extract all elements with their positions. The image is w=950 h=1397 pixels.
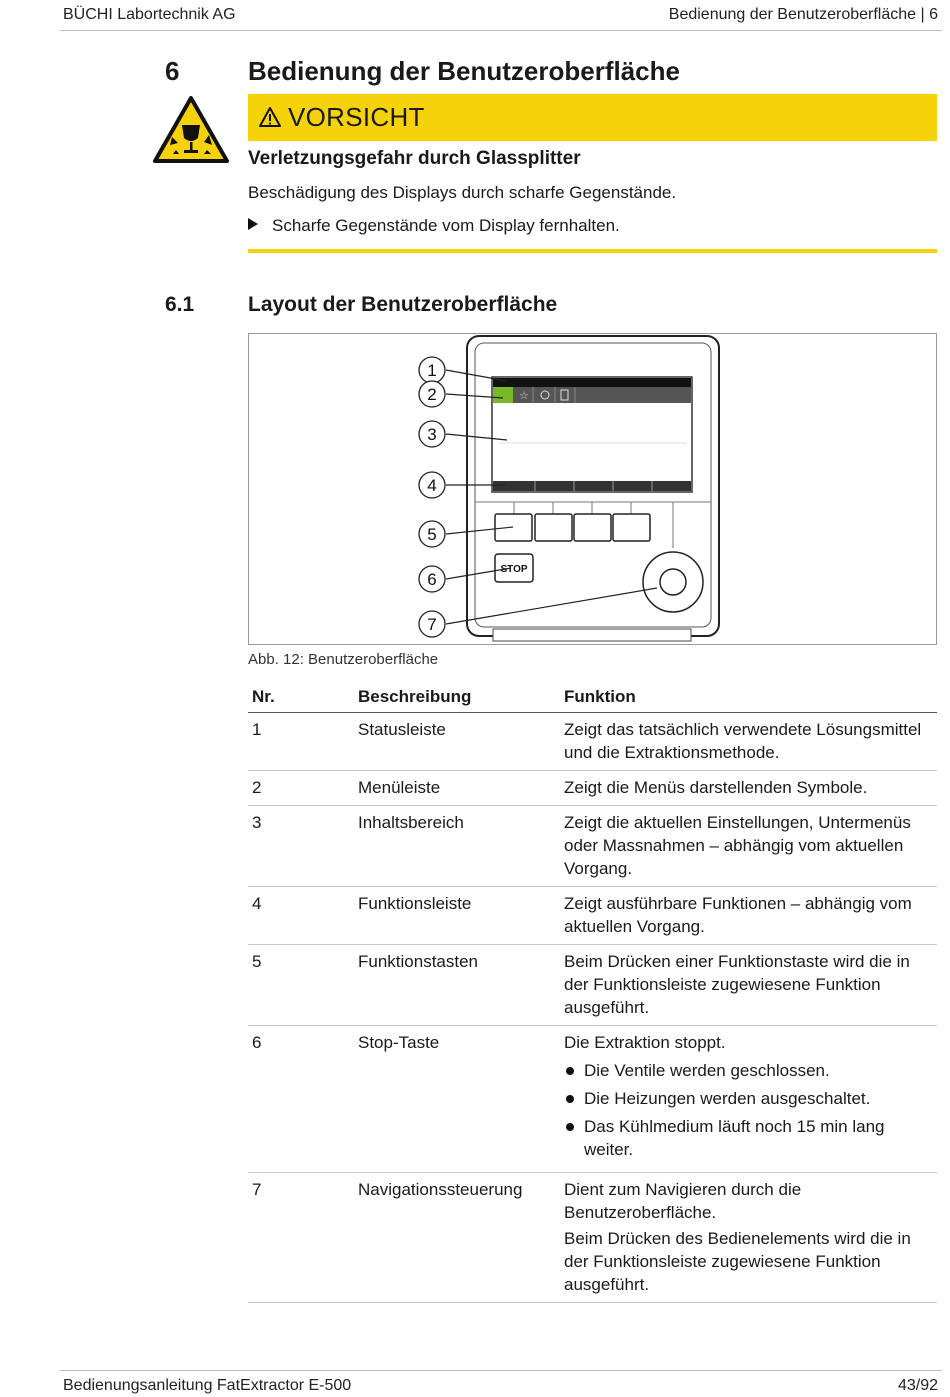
table-row <box>248 945 937 1026</box>
header-section: Bedienung der Benutzeroberfläche | 6 <box>668 6 938 23</box>
column-header-nr: Nr. <box>248 682 354 713</box>
callout-label: 6 <box>427 570 437 589</box>
callout-label: 3 <box>427 425 437 444</box>
row-function: Zeigt die aktuellen Einstellungen, Untermenüs oder Massnahmen – abhängig vom aktuellen Vorgang. <box>560 806 937 887</box>
callout-1 <box>419 357 445 383</box>
table-header-row <box>248 682 937 713</box>
row-number: 1 <box>248 713 354 771</box>
section-title: Layout der Benutzeroberfläche <box>248 293 558 316</box>
callout-6 <box>419 566 445 592</box>
callout-label: 7 <box>427 615 437 634</box>
row-name: Menüleiste <box>354 771 560 806</box>
row-name: Statusleiste <box>354 713 560 771</box>
caution-triangle-icon <box>258 106 282 128</box>
footer-rule <box>60 1370 942 1371</box>
warning-body: Beschädigung des Displays durch scharfe Gegenstände. <box>248 183 677 202</box>
row-number: 5 <box>248 945 354 1026</box>
warning-action <box>248 216 620 236</box>
callout-label: 4 <box>427 476 437 495</box>
section-number: 6.1 <box>165 293 195 316</box>
row-name: Inhaltsbereich <box>354 806 560 887</box>
callout-4 <box>419 472 445 498</box>
display-screen <box>492 377 692 492</box>
warning-action-text: Scharfe Gegenstände vom Display fernhalten. <box>272 216 620 235</box>
row-name: Funktionsleiste <box>354 887 560 945</box>
row-name: Funktionstasten <box>354 945 560 1026</box>
list-item: Die Heizungen werden ausgeschaltet. <box>564 1087 933 1110</box>
column-header-description: Beschreibung <box>354 682 560 713</box>
chapter-title: Bedienung der Benutzeroberfläche <box>248 56 680 86</box>
svg-text:☆: ☆ <box>519 389 529 402</box>
header-company: BÜCHI Labortechnik AG <box>63 6 236 23</box>
chapter-number: 6 <box>165 56 180 86</box>
row-function: Beim Drücken einer Funktionstaste wird die in der Funktionsleiste zugewiesene Funktion ausgeführt. <box>560 945 937 1026</box>
caution-banner <box>248 94 937 141</box>
row-number: 2 <box>248 771 354 806</box>
row-function: Zeigt ausführbare Funktionen – abhängig vom aktuellen Vorgang. <box>560 887 937 945</box>
signal-word: VORSICHT <box>288 102 425 132</box>
row-function: Zeigt die Menüs darstellenden Symbole. <box>560 771 937 806</box>
footer-manual-title: Bedienungsanleitung FatExtractor E-500 <box>63 1377 352 1394</box>
arrow-icon <box>248 218 258 230</box>
user-interface-figure <box>248 333 937 645</box>
row-function <box>560 1026 937 1173</box>
list-item: Das Kühlmedium läuft noch 15 min lang weiter. <box>564 1115 933 1161</box>
row-function <box>560 1173 937 1303</box>
column-header-function: Funktion <box>560 682 937 713</box>
callout-label: 2 <box>427 385 437 404</box>
device-front-panel-drawing <box>249 334 936 644</box>
footer-page-number: 43/92 <box>897 1377 938 1394</box>
callout-markers <box>419 357 445 637</box>
warning-title: Verletzungsgefahr durch Glassplitter <box>248 148 581 169</box>
table-row <box>248 887 937 945</box>
table-row <box>248 713 937 771</box>
row-name: Navigationssteuerung <box>354 1173 560 1303</box>
figure-caption: Abb. 12: Benutzeroberfläche <box>248 651 439 668</box>
row-function: Zeigt das tatsächlich verwendete Lösungsmittel und die Extraktionsmethode. <box>560 713 937 771</box>
table-row <box>248 1173 937 1303</box>
callout-5 <box>419 521 445 547</box>
interface-element-table <box>248 682 937 1303</box>
list-item: Die Ventile werden geschlossen. <box>564 1059 933 1082</box>
table-row <box>248 1026 937 1173</box>
callout-2 <box>419 381 445 407</box>
header-rule <box>60 30 942 31</box>
stop-effects-list <box>564 1059 933 1161</box>
callout-7 <box>419 611 445 637</box>
row-function-text-2: Beim Drücken des Bedienelements wird die in der Funktionsleiste zugewiesene Funktion ausgeführt. <box>564 1229 911 1294</box>
row-function-text: Die Extraktion stoppt. <box>564 1033 726 1052</box>
row-name: Stop-Taste <box>354 1026 560 1173</box>
row-number: 6 <box>248 1026 354 1173</box>
table-row <box>248 771 937 806</box>
row-number: 3 <box>248 806 354 887</box>
table-row <box>248 806 937 887</box>
callout-3 <box>419 421 445 447</box>
row-function-text: Dient zum Navigieren durch die Benutzeroberfläche. <box>564 1180 802 1222</box>
glass-breakage-warning-icon <box>152 95 230 165</box>
callout-label: 5 <box>427 525 437 544</box>
stop-key-label: STOP <box>500 564 528 575</box>
row-number: 4 <box>248 887 354 945</box>
callout-label: 1 <box>427 361 437 380</box>
row-number: 7 <box>248 1173 354 1303</box>
warning-end-rule <box>248 249 937 253</box>
